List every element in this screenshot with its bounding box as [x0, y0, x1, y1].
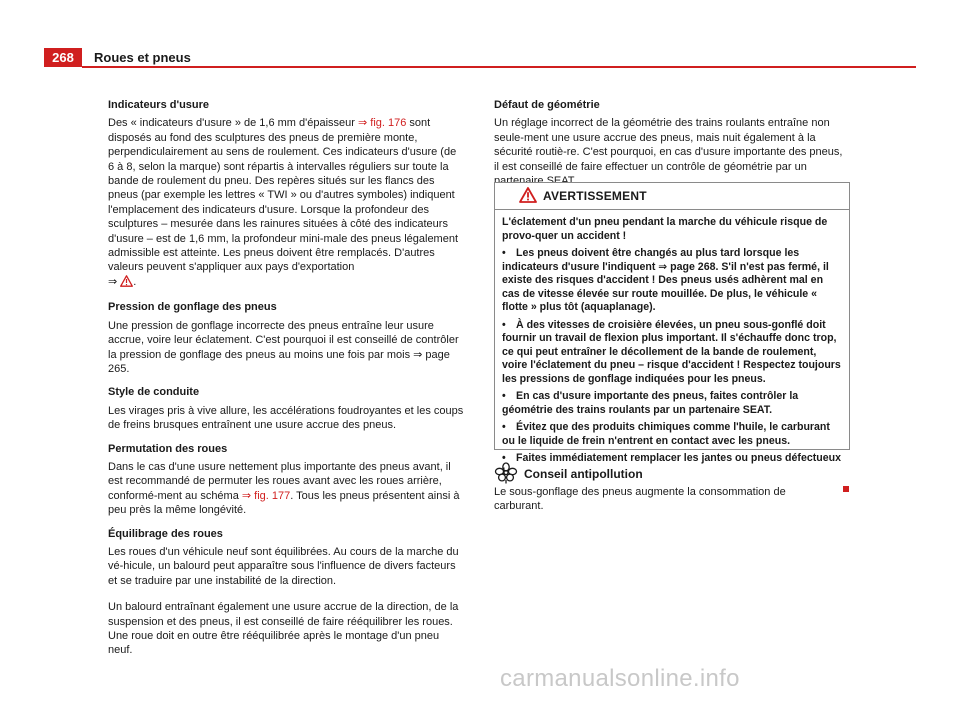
section-title-pressure: Pression de gonflage des pneus: [108, 301, 277, 314]
rotation-text: [108, 460, 464, 518]
warning-header: [495, 183, 849, 210]
text-run: . Tous les pneus présentent ainsi à peu près la même longévité.: [108, 489, 460, 517]
warning-item: [502, 421, 841, 448]
wear-indicators-text: [108, 116, 464, 291]
section-title-alignment: Défaut de géométrie: [494, 99, 600, 111]
warning-item-text: Les pneus doivent être changés au plus tard lorsque les indicateurs d'usure l'indiquent ⇒ page 268. S'il n'est pas fermé, il existe des risques d'accident ! Des pneus usés adhèrent mal en cas de vitesse élevée sur route mouillée. De plus, le véhicule « flotte » plus tôt (aquaplanage).: [502, 247, 829, 313]
driving-style-text: Les virages pris à vive allure, les accélérations foudroyantes et les coups de freins brusques entraînent une usure accrue des pneus.: [108, 404, 464, 432]
section-title-driving-style: Style de conduite: [108, 386, 200, 399]
environment-title: Conseil antipollution: [524, 467, 643, 481]
bullet: •: [502, 452, 506, 464]
left-column: [108, 98, 464, 667]
text-run: sont disposés au fond des sculptures des pneus de première monte, perpendiculairement au sens de roulement. Ces indicateurs d'usure (de 6 à 8, selon la marque) sont répartis à intervalles réguliers sur toute la bande de roulement du pneu. Des repères situés sur les flancs des pneus (par exemple les lettres « TWI » ou d'autres symboles) indiquent l'emplacement des indicateurs d'usure. Lorsque la profondeur des sculptures – mesurée dans les rainures situées à côté des indicateurs d'usure – est de 1,6 mm, la profondeur mini-male des pneus légalement admissible est atteinte. Les pneus doivent être remplacés. D'autres valeurs peuvent s'appliquer aux pays d'exportation: [108, 117, 459, 274]
warning-title: AVERTISSEMENT: [543, 189, 647, 203]
bullet: •: [502, 390, 506, 402]
warning-triangle-icon: [519, 187, 537, 208]
balancing-text-2: Un balourd entraînant également une usure accrue de la direction, de la suspension et des pneus, il est conseillé de faire rééquilibrer les roues. Une roue doit en outre être rééquilibrée après le montage d'un pneu neuf.: [108, 601, 459, 657]
arrow-ref: ⇒: [108, 275, 121, 288]
bullet: •: [502, 318, 506, 331]
warning-item-text: À des vitesses de croisière élevées, un pneu sous-gonflé doit fournir un travail de flexion plus important. Il s'échauffe donc trop, ce qui peut entraîner le décollement de la bande de roulement, voire l'éclatement du pneu – risque d'accident ! Respectez toujours les pressions de gonflage indiquées pour les pneus.: [502, 318, 841, 385]
balancing-text: Les roues d'un véhicule neuf sont équilibrées. Au cours de la marche du vé-hicule, un balourd peut apparaître sous l'influence de divers facteurs et se traduire par une instabilité de la direction.: [108, 545, 459, 587]
page-header: [0, 0, 960, 70]
text-run: .: [133, 275, 137, 288]
warning-item-text: En cas d'usure importante des pneus, faites contrôler la géométrie des trains roulants par un partenaire SEAT.: [502, 390, 799, 416]
section-title-wear-indicators: Indicateurs d'usure: [108, 99, 210, 111]
warning-item: [502, 319, 841, 387]
fig-177-link[interactable]: ⇒ fig. 177: [241, 489, 291, 502]
warning-item-text: Évitez que des produits chimiques comme l'huile, le carburant ou le liquide de frein n'entrent en contact avec les pneus.: [502, 421, 830, 447]
bullet: •: [502, 421, 506, 433]
header-rule: [82, 66, 916, 68]
bullet: •: [502, 247, 506, 259]
pressure-text: Une pression de gonflage incorrecte des pneus entraîne leur usure accrue, voire leur éclatement. C'est pourquoi il est conseillé de contrôler la pression de gonflage des pneus au moins une fois par mois ⇒ page 265.: [108, 319, 459, 375]
alignment-text: Un réglage incorrect de la géométrie des trains roulants entraîne non seule-ment une usure accrue des pneus, mais nuit également à la sécurité routiè-re. C'est pourquoi, en cas d'usure importante des pneus, il est conseillé de faire effectuer un contrôle de géométrie par un: [494, 117, 843, 173]
section-title-rotation: Permutation des roues: [108, 442, 228, 455]
fig-176-link[interactable]: ⇒ fig. 176: [358, 117, 407, 130]
page-number: 268: [44, 48, 82, 67]
warning-ref-icon[interactable]: [120, 275, 133, 291]
watermark: carmanualsonline.info: [500, 665, 740, 692]
text-run: Dans le cas d'une usure nettement plus importante des pneus avant, il est recommandé de permuter les roues avant avec les roues arrière, conformé-ment au schéma: [108, 460, 451, 502]
section-title-balancing: Équilibrage des roues: [108, 527, 223, 540]
warning-item: [502, 390, 841, 417]
warning-item-text: Faites immédiatement remplacer les jantes ou pneus défectueux !: [502, 452, 841, 478]
text-run: Des « indicateurs d'usure » de 1,6 mm d'épaisseur: [108, 117, 358, 130]
environment-text: Le sous-gonflage des pneus augmente la consommation de carburant.: [494, 486, 786, 512]
warning-intro: L'éclatement d'un pneu pendant la marche du véhicule risque de provo-quer un accident !: [502, 216, 828, 242]
warning-body: [495, 210, 849, 479]
section-end-icon: [843, 486, 849, 492]
warning-item: [502, 247, 841, 315]
chapter-title: Roues et pneus: [94, 50, 191, 65]
